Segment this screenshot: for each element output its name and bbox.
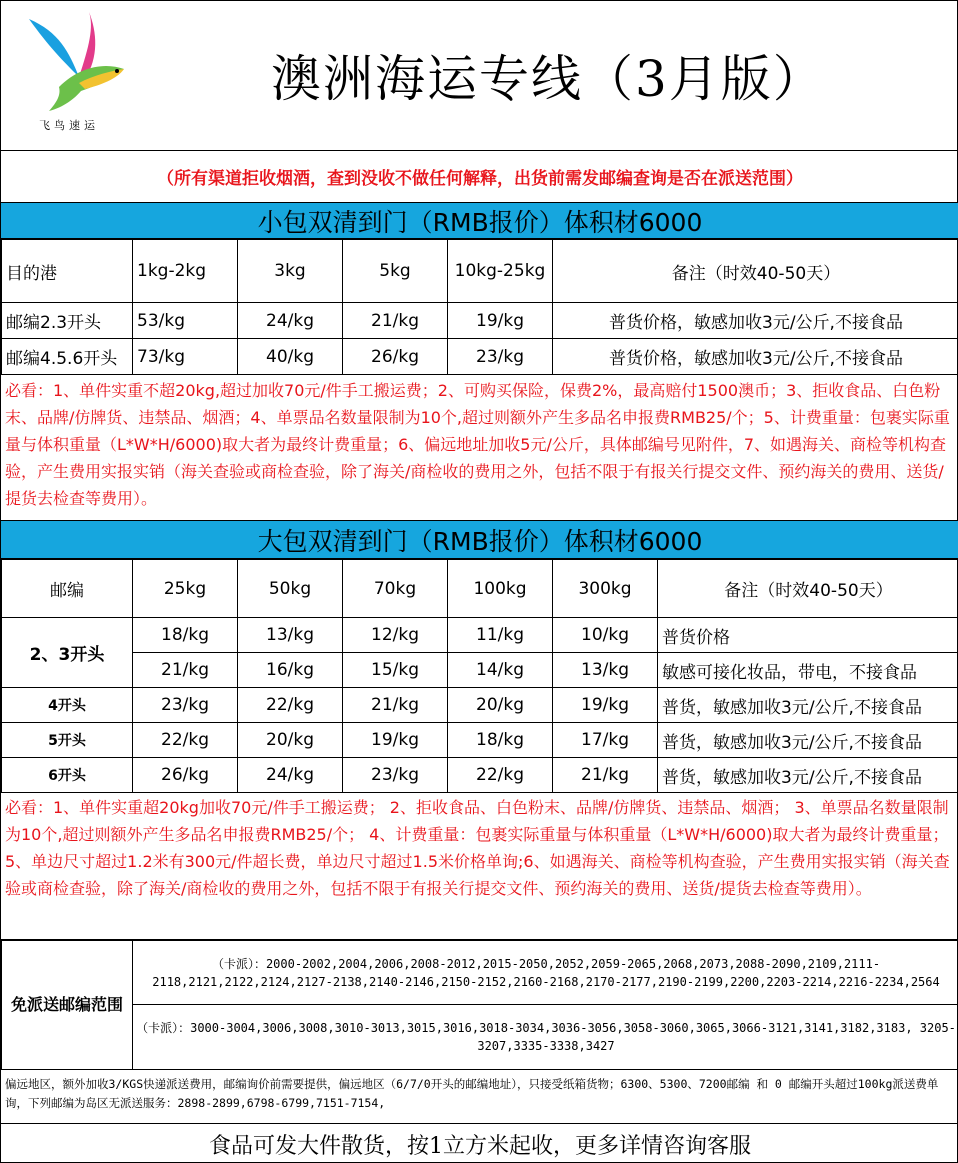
- table-header-row: [2, 560, 958, 618]
- free-delivery-table: [1, 940, 958, 1070]
- table-row: [2, 758, 958, 793]
- price-cell: 53/kg: [133, 303, 238, 339]
- price-cell: 12/kg: [343, 618, 448, 653]
- table-row: [2, 339, 958, 375]
- header-cell: 50kg: [238, 560, 343, 618]
- price-cell: 24/kg: [238, 758, 343, 793]
- zone-cell: 6开头: [2, 758, 133, 793]
- price-cell: 22/kg: [448, 758, 553, 793]
- remote-area-note: 偏远地区，额外加收3/KGS快递派送费用，邮编询价前需要提供，偏远地区（6/7/0开头的邮编地址），只接受纸箱货物；6300、5300、7200邮编 和 0 邮编开头超过100kg派送费单询，下列邮编为岛区无派送服务：2898-2899,6798-6799,7151-7154,: [1, 1069, 958, 1124]
- header-cell: 5kg: [343, 240, 448, 303]
- free-delivery-label: 免派送邮编范围: [2, 941, 133, 1070]
- price-cell: 26/kg: [133, 758, 238, 793]
- small-parcel-band: 小包双清到门（RMB报价）体积材6000: [1, 203, 958, 239]
- price-cell: 13/kg: [238, 618, 343, 653]
- header-cell: 100kg: [448, 560, 553, 618]
- table-row: [2, 688, 958, 723]
- remark-cell: 普货价格: [658, 618, 958, 653]
- table-row: [2, 618, 958, 653]
- large-parcel-band: 大包双清到门（RMB报价）体积材6000: [1, 521, 958, 559]
- header-cell: 目的港: [2, 240, 133, 303]
- table-row: [2, 723, 958, 758]
- table-row: [2, 303, 958, 339]
- price-cell: 16/kg: [238, 653, 343, 688]
- zone-cell: 4开头: [2, 688, 133, 723]
- price-cell: 23/kg: [448, 339, 553, 375]
- price-cell: 17/kg: [553, 723, 658, 758]
- large-parcel-note: 必看：1、单件实重超20kg加收70元/件手工搬运费； 2、拒收食品、白色粉末、品牌/仿牌货、违禁品、烟酒； 3、单票品名数量限制为10个,超过则额外产生多品名申报费RMB25/个； 4、计费重量：包裹实际重量与体积重量（L*W*H/6000)取大者为最终计费重量； 5、单边尺寸超过1.2米有300元/件超长费，单边尺寸超过1.5米价格单询;6、如遇海关、商检等机构查验，产生费用实报实销（海关查验或商检查验，除了海关/商检收的费用之外，包括不限于有报关行提交文件、预约海关的费用、送货/提货去检查等费用）。: [1, 792, 958, 940]
- price-cell: 23/kg: [133, 688, 238, 723]
- remark-cell: 普货，敏感加收3元/公斤,不接食品: [658, 723, 958, 758]
- remark-cell: 普货，敏感加收3元/公斤,不接食品: [658, 688, 958, 723]
- price-cell: 15/kg: [343, 653, 448, 688]
- price-cell: 11/kg: [448, 618, 553, 653]
- header: [1, 1, 958, 151]
- remark-cell: 普货，敏感加收3元/公斤,不接食品: [658, 758, 958, 793]
- price-cell: 73/kg: [133, 339, 238, 375]
- notice-text: （所有渠道拒收烟酒，查到没收不做任何解释，出货前需发邮编查询是否在派送范围）: [1, 151, 958, 203]
- logo-text: 飞鸟速运: [39, 119, 99, 132]
- large-parcel-table: [1, 559, 958, 793]
- remark-cell: 普货价格，敏感加收3元/公斤,不接食品: [553, 339, 958, 375]
- header-cell: 300kg: [553, 560, 658, 618]
- remark-cell: 敏感可接化妆品，带电，不接食品: [658, 653, 958, 688]
- price-cell: 14/kg: [448, 653, 553, 688]
- price-cell: 20/kg: [238, 723, 343, 758]
- price-cell: 19/kg: [343, 723, 448, 758]
- header-cell: 邮编: [2, 560, 133, 618]
- header-cell: 70kg: [343, 560, 448, 618]
- price-cell: 22/kg: [133, 723, 238, 758]
- page-title: 澳洲海运专线（3月版）: [271, 50, 825, 108]
- price-cell: 13/kg: [553, 653, 658, 688]
- header-cell: 10kg-25kg: [448, 240, 553, 303]
- price-cell: 10/kg: [553, 618, 658, 653]
- small-parcel-table: [1, 239, 958, 375]
- price-cell: 19/kg: [448, 303, 553, 339]
- price-cell: 40/kg: [238, 339, 343, 375]
- zone-cell: 5开头: [2, 723, 133, 758]
- price-cell: 19/kg: [553, 688, 658, 723]
- zone-list-1: （卡派）：2000-2002,2004,2006,2008-2012,2015-2050,2052,2059-2065,2068,2073,2088-2090,2109,2111-2118,2121,2122,2124,2127-2138,2140-2146,2150-2152,2160-2168,2170-2177,2190-2199,2200,2203-2214,2216-2234,2564: [133, 941, 958, 1005]
- price-cell: 24/kg: [238, 303, 343, 339]
- price-cell: 26/kg: [343, 339, 448, 375]
- zone-cell: 邮编4.5.6开头: [2, 339, 133, 375]
- zone-list-2: （卡派）：3000-3004,3006,3008,3010-3013,3015,3016,3018-3034,3036-3056,3058-3060,3065,3066-3121,3141,3182,3183, 3205-3207,3335-3338,3427: [133, 1005, 958, 1070]
- table-row: [2, 653, 958, 688]
- price-cell: 18/kg: [448, 723, 553, 758]
- header-cell: 备注（时效40-50天）: [553, 240, 958, 303]
- price-cell: 21/kg: [343, 688, 448, 723]
- footer-text: 食品可发大件散货，按1立方米起收，更多详情咨询客服: [209, 1133, 751, 1159]
- price-cell: 21/kg: [343, 303, 448, 339]
- header-cell: 1kg-2kg: [133, 240, 238, 303]
- header-cell: 25kg: [133, 560, 238, 618]
- zone-cell: 邮编2.3开头: [2, 303, 133, 339]
- header-cell: 3kg: [238, 240, 343, 303]
- zone-cell: 2、3开头: [2, 618, 133, 688]
- price-cell: 23/kg: [343, 758, 448, 793]
- small-parcel-note: 必看：1、单件实重不超20kg,超过加收70元/件手工搬运费；2、可购买保险，保费2%，最高赔付1500澳币；3、拒收食品、白色粉末、品牌/仿牌货、违禁品、烟酒；4、单票品名数量限制为10个,超过则额外产生多品名申报费RMB25/个；5、计费重量：包裹实际重量与体积重量（L*W*H/6000)取大者为最终计费重量；6、偏远地址加收5元/公斤，具体邮编号见附件，7、如遇海关、商检等机构查验，产生费用实报实销（海关查验或商检查验，除了海关/商检收的费用之外，包括不限于有报关行提交文件、预约海关的费用、送货/提货去检查等费用）。: [1, 375, 958, 521]
- price-cell: 20/kg: [448, 688, 553, 723]
- price-cell: 21/kg: [133, 653, 238, 688]
- price-cell: 21/kg: [553, 758, 658, 793]
- price-cell: 18/kg: [133, 618, 238, 653]
- table-header-row: [2, 240, 958, 303]
- header-cell: 备注（时效40-50天）: [658, 560, 958, 618]
- remark-cell: 普货价格，敏感加收3元/公斤,不接食品: [553, 303, 958, 339]
- price-cell: 22/kg: [238, 688, 343, 723]
